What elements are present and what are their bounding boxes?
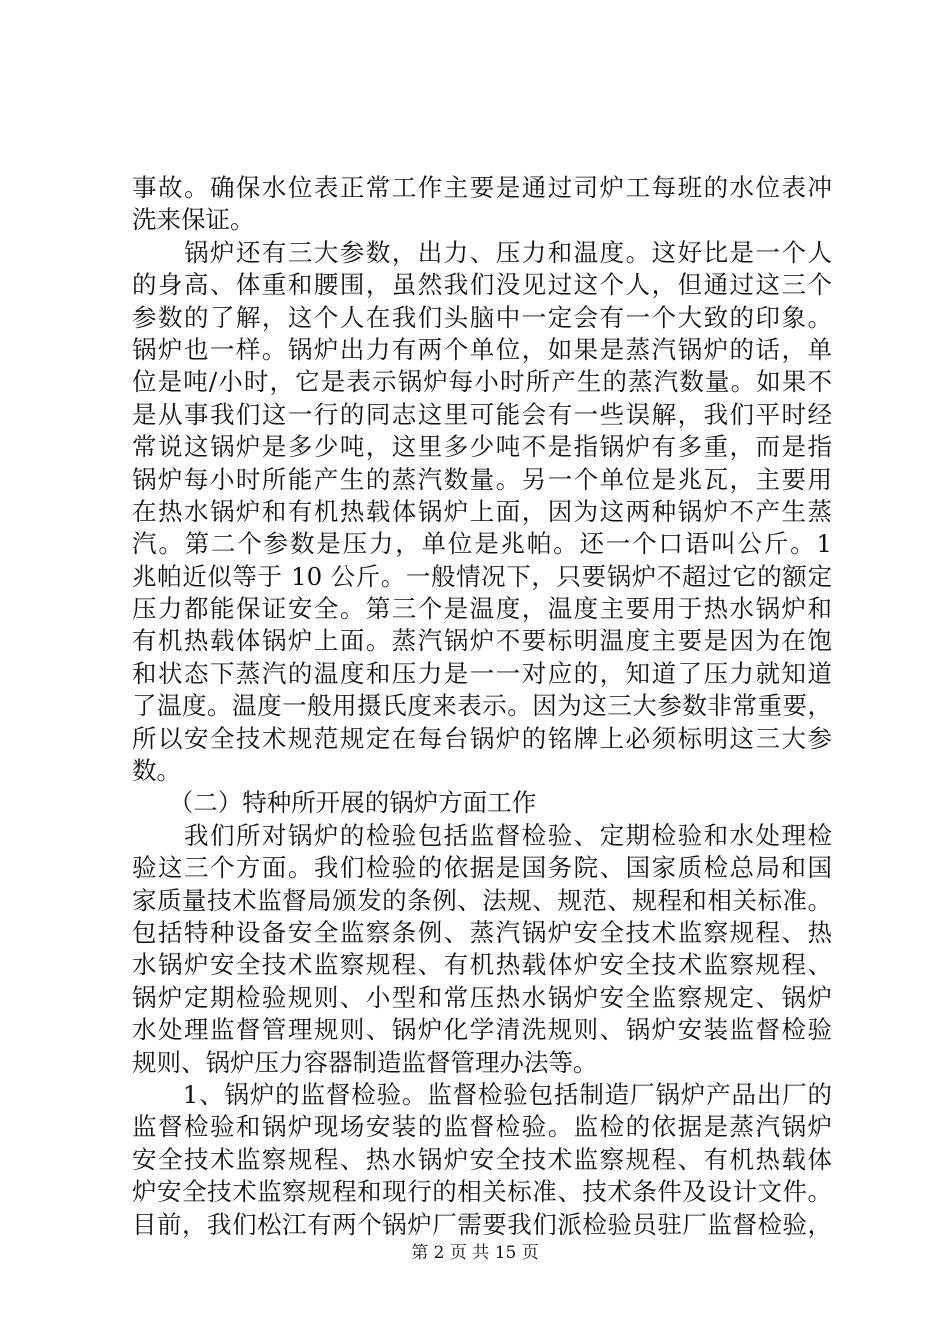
text-line: 规则、锅炉压力容器制造监督管理办法等。 [132, 1047, 598, 1077]
text-line: 的身高、体重和腰围，虽然我们没见过这个人，但通过这三个 [132, 270, 832, 300]
text-line: 兆帕近似等于 10 公斤。一般情况下，只要锅炉不超过它的额定 [132, 561, 832, 591]
text-line: 位是吨/小时，它是表示锅炉每小时所产生的蒸汽数量。如果不 [132, 367, 832, 397]
text-line: 家质量技术监督局颁发的条例、法规、规范、规程和相关标准。 [132, 885, 832, 915]
text-line: 在热水锅炉和有机热载体锅炉上面，因为这两种锅炉不产生蒸 [132, 496, 832, 526]
text-line: 有机热载体锅炉上面。蒸汽锅炉不要标明温度主要是因为在饱 [132, 626, 832, 656]
text-line: 锅炉也一样。锅炉出力有两个单位，如果是蒸汽锅炉的话，单 [132, 334, 832, 364]
text-line: 参数的了解，这个人在我们头脑中一定会有一个大致的印象。 [132, 302, 832, 332]
text-line: 目前，我们松江有两个锅炉厂需要我们派检验员驻厂监督检验， [132, 1209, 832, 1239]
text-line: 数。 [132, 756, 181, 786]
text-line: 1、锅炉的监督检验。监督检验包括制造厂锅炉产品出厂的 [132, 1079, 832, 1109]
text-line: 锅炉定期检验规则、小型和常压热水锅炉安全监察规定、锅炉 [132, 982, 832, 1012]
text-line: 安全技术监察规程、热水锅炉安全技术监察规程、有机热载体 [132, 1144, 832, 1174]
text-line: 和状态下蒸汽的温度和压力是一一对应的，知道了压力就知道 [132, 658, 832, 688]
text-line: 水处理监督管理规则、锅炉化学清洗规则、锅炉安装监督检验 [132, 1015, 832, 1045]
text-line: 我们所对锅炉的检验包括监督检验、定期检验和水处理检 [132, 820, 832, 850]
body-text [132, 172, 832, 1241]
text-line: 监督检验和锅炉现场安装的监督检验。监检的依据是蒸汽锅炉 [132, 1112, 832, 1142]
text-line: 包括特种设备安全监察条例、蒸汽锅炉安全技术监察规程、热 [132, 917, 832, 947]
text-line: 汽。第二个参数是压力，单位是兆帕。还一个口语叫公斤。1 [132, 529, 832, 559]
text-line: 是从事我们这一行的同志这里可能会有一些误解，我们平时经 [132, 399, 832, 429]
page-number: 第 2 页 共 15 页 [411, 1243, 539, 1263]
text-line: 所以安全技术规范规定在每台锅炉的铭牌上必须标明这三大参 [132, 723, 832, 753]
section-heading: （二）特种所开展的锅炉方面工作 [132, 788, 537, 818]
text-line: 了温度。温度一般用摄氏度来表示。因为这三大参数非常重要， [132, 691, 832, 721]
text-line: 水锅炉安全技术监察规程、有机热载体炉安全技术监察规程、 [132, 950, 832, 980]
text-line: 验这三个方面。我们检验的依据是国务院、国家质检总局和国 [132, 853, 832, 883]
text-line: 洗来保证。 [132, 205, 255, 235]
text-line: 锅炉每小时所能产生的蒸汽数量。另一个单位是兆瓦，主要用 [132, 464, 832, 494]
text-line: 压力都能保证安全。第三个是温度，温度主要用于热水锅炉和 [132, 594, 832, 624]
text-line: 常说这锅炉是多少吨，这里多少吨不是指锅炉有多重，而是指 [132, 432, 832, 462]
text-line: 炉安全技术监察规程和现行的相关标准、技术条件及设计文件。 [132, 1177, 832, 1207]
text-line: 事故。确保水位表正常工作主要是通过司炉工每班的水位表冲 [132, 173, 832, 202]
text-line: 锅炉还有三大参数，出力、压力和温度。这好比是一个人 [132, 237, 832, 267]
